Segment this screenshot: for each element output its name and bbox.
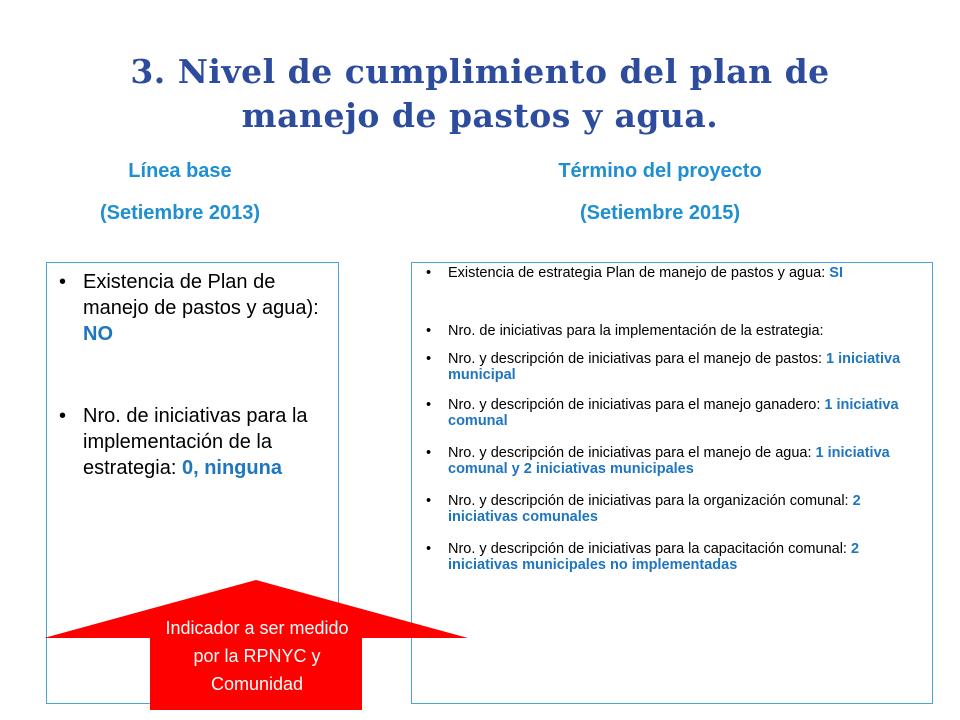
item-value: 0, ninguna — [181, 457, 282, 479]
item-value: 1 iniciativa comunal — [448, 397, 899, 429]
project-end-box — [411, 262, 933, 704]
item-value: 1 iniciativa comunal y 2 iniciativas municipales — [448, 445, 890, 477]
item-text: Nro. y descripción de iniciativas para el manejo de pastos: — [448, 351, 826, 367]
baseline-heading — [60, 150, 300, 234]
baseline-list — [83, 269, 333, 481]
project-end-heading — [520, 150, 800, 234]
list-item — [83, 269, 333, 347]
project-end-heading-date: (Setiembre 2015) — [579, 202, 741, 224]
item-value: SI — [829, 265, 843, 281]
item-text: Nro. y descripción de iniciativas para la organización comunal: — [448, 493, 853, 509]
item-text: Nro. y descripción de iniciativas para la capacitación comunal: — [448, 541, 851, 557]
list-item — [448, 493, 918, 525]
list-item — [83, 403, 333, 481]
slide-title: 3. Nivel de cumplimiento del plan de manejo de pastos y agua. — [130, 52, 830, 135]
item-text: Existencia de Plan de manejo de pastos y agua): — [83, 271, 319, 319]
list-item — [448, 265, 918, 281]
project-end-heading-label: Término del proyecto — [558, 160, 762, 182]
item-value: 2 iniciativas municipales no implementadas — [448, 541, 860, 573]
item-text: Nro. y descripción de iniciativas para el manejo de agua: — [448, 445, 816, 461]
item-text: Nro. de iniciativas para la implementación de la estrategia: — [83, 405, 308, 479]
item-text: Existencia de estrategia Plan de manejo de pastos y agua: — [448, 265, 830, 281]
item-text: Nro. y descripción de iniciativas para el manejo ganadero: — [448, 397, 825, 413]
item-text: Nro. de iniciativas para la implementación de la estrategia: — [448, 323, 824, 339]
item-value: 1 iniciativa municipal — [448, 351, 901, 383]
list-item — [448, 541, 918, 573]
list-item — [448, 445, 918, 477]
item-value: 2 iniciativas comunales — [448, 493, 861, 525]
indicator-callout-text: Indicador a ser medido por la RPNYC y Comunidad — [165, 618, 349, 694]
item-value: NO — [83, 323, 113, 345]
list-item — [448, 397, 918, 429]
list-item — [448, 323, 918, 339]
project-end-list — [448, 265, 918, 573]
indicator-callout-arrow — [44, 580, 468, 710]
baseline-heading-date: (Setiembre 2013) — [99, 202, 261, 224]
list-item — [448, 351, 918, 383]
baseline-heading-label: Línea base — [128, 160, 232, 182]
